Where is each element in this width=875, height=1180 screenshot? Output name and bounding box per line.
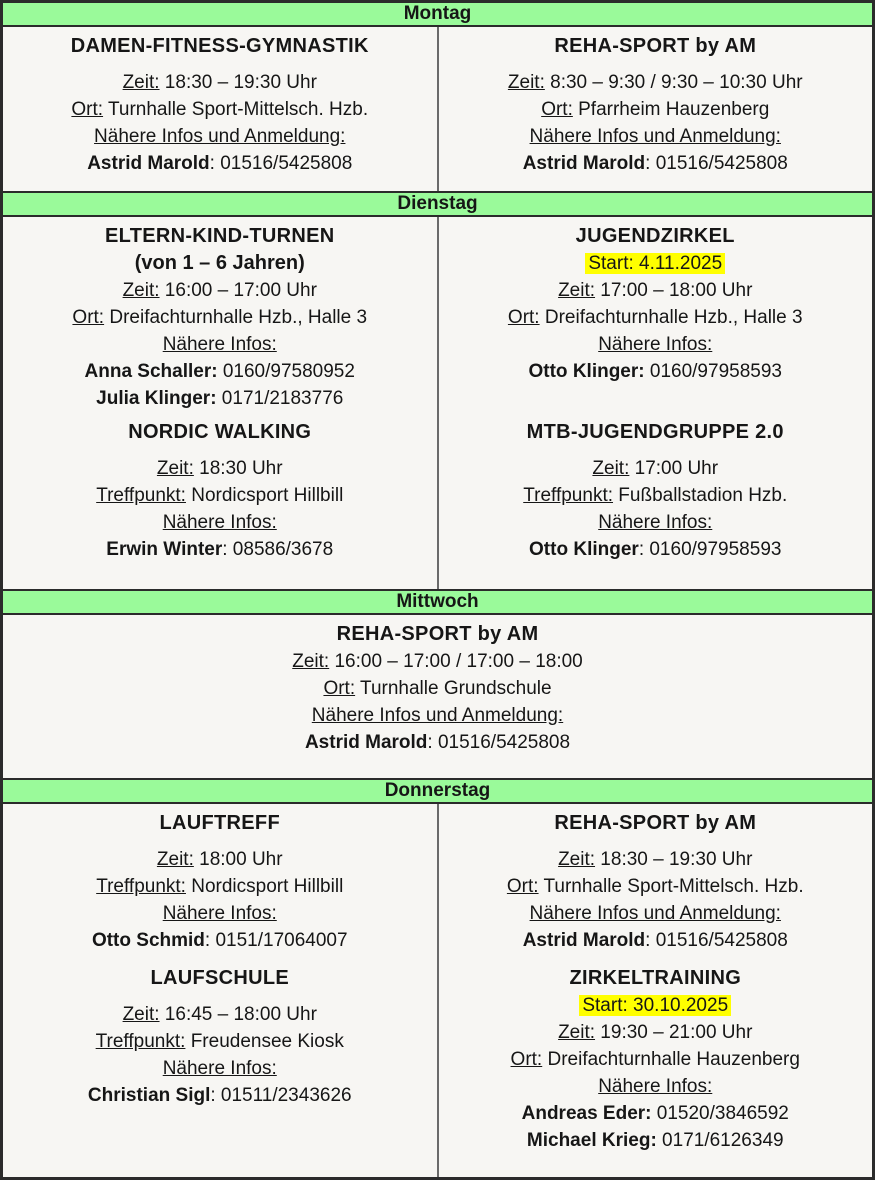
contact-line [447, 358, 865, 385]
contact-line [447, 927, 865, 954]
time-value: 18:00 Uhr [193, 849, 283, 870]
contact-phone: : 01516/5425808 [209, 153, 353, 174]
event-meetingpoint-line [11, 482, 429, 509]
start-date-line [447, 992, 865, 1019]
location-label: Ort: [541, 99, 573, 120]
contact-name: Andreas Eder: [521, 1103, 652, 1124]
location-value: Turnhalle Sport-Mittelsch. Hzb. [538, 876, 804, 897]
time-value: 16:00 – 17:00 / 17:00 – 18:00 [329, 651, 583, 672]
location-value: Pfarrheim Hauzenberg [572, 99, 770, 120]
contact-line [11, 729, 864, 756]
contact-name: Michael Krieg: [526, 1130, 657, 1151]
event-reha-sport-montag [439, 27, 873, 191]
contact-line [11, 150, 429, 177]
event-location-line [447, 304, 865, 331]
info-heading: Nähere Infos und Anmeldung: [311, 705, 564, 726]
time-label: Zeit: [592, 458, 630, 479]
info-heading: Nähere Infos und Anmeldung: [94, 126, 346, 147]
info-heading: Nähere Infos: [598, 334, 713, 355]
day-band-mittwoch: Mittwoch [3, 589, 872, 615]
event-damen-fitness-gymnastik [3, 27, 439, 191]
location-value: Dreifachturnhalle Hauzenberg [542, 1049, 800, 1070]
event-lauftreff [3, 804, 439, 959]
row-donnerstag-2 [3, 959, 872, 1177]
event-time-line [447, 277, 865, 304]
contact-phone: 01520/3846592 [651, 1103, 789, 1124]
row-dienstag-1 [3, 217, 872, 413]
contact-line [11, 358, 429, 385]
event-title: MTB-JUGENDGRUPPE 2.0 [526, 421, 784, 443]
event-title: JUGENDZIRKEL [575, 225, 735, 247]
event-reha-sport-donnerstag [439, 804, 873, 959]
time-label: Zeit: [122, 280, 160, 301]
event-location-line [447, 96, 865, 123]
event-time-line [447, 69, 865, 96]
event-location-line [447, 1046, 865, 1073]
contact-name: Otto Schmid [91, 930, 205, 951]
location-label: Ort: [72, 307, 105, 328]
event-title: LAUFSCHULE [150, 967, 290, 989]
contact-line [447, 536, 865, 563]
event-meetingpoint-line [447, 482, 865, 509]
time-label: Zeit: [558, 280, 596, 301]
time-label: Zeit: [558, 849, 596, 870]
time-label: Zeit: [156, 849, 194, 870]
event-time-line [447, 455, 865, 482]
contact-name: Anna Schaller: [84, 361, 218, 382]
location-label: Ort: [506, 876, 539, 897]
event-title: ELTERN-KIND-TURNEN [105, 225, 335, 247]
time-value: 17:00 – 18:00 Uhr [595, 280, 753, 301]
meetingpoint-label: Treffpunkt: [96, 876, 186, 897]
time-value: 17:00 Uhr [629, 458, 719, 479]
event-title: REHA-SPORT by AM [554, 35, 757, 57]
location-label: Ort: [507, 307, 540, 328]
time-value: 19:30 – 21:00 Uhr [595, 1022, 753, 1043]
contact-phone: 0160/97958593 [644, 361, 782, 382]
time-value: 8:30 – 9:30 / 9:30 – 10:30 Uhr [544, 72, 803, 93]
time-label: Zeit: [292, 651, 330, 672]
event-title: REHA-SPORT by AM [554, 812, 757, 834]
info-heading: Nähere Infos: [162, 334, 277, 355]
contact-name: Astrid Marold [522, 153, 646, 174]
contact-phone: : 01511/2343626 [210, 1085, 352, 1106]
event-time-line [11, 1001, 429, 1028]
event-location-line [447, 873, 865, 900]
contact-phone: : 01516/5425808 [645, 930, 788, 951]
contact-phone: : 01516/5425808 [645, 153, 788, 174]
location-value: Turnhalle Grundschule [355, 678, 552, 699]
event-location-line [11, 96, 429, 123]
contact-name: Julia Klinger: [96, 388, 217, 409]
event-title: ZIRKELTRAINING [569, 967, 742, 989]
contact-phone: 0171/2183776 [216, 388, 344, 409]
time-label: Zeit: [122, 1004, 160, 1025]
contact-line [11, 385, 429, 412]
event-mtb-jugendgruppe [439, 413, 873, 589]
contact-name: Otto Klinger: [528, 361, 645, 382]
event-eltern-kind-turnen [3, 217, 439, 413]
event-meetingpoint-line [11, 1028, 429, 1055]
contact-name: Christian Sigl [87, 1085, 211, 1106]
time-label: Zeit: [558, 1022, 596, 1043]
event-laufschule [3, 959, 439, 1177]
event-jugendzirkel [439, 217, 873, 413]
contact-name: Otto Klinger [529, 539, 639, 560]
time-value: 18:30 – 19:30 Uhr [595, 849, 753, 870]
event-nordic-walking [3, 413, 439, 589]
info-heading: Nähere Infos und Anmeldung: [529, 903, 781, 924]
contact-phone: : 08586/3678 [222, 539, 334, 560]
event-time-line [11, 846, 429, 873]
contact-phone: 0160/97580952 [217, 361, 355, 382]
contact-line [11, 536, 429, 563]
event-title: LAUFTREFF [159, 812, 280, 834]
day-band-dienstag: Dienstag [3, 191, 872, 217]
event-time-line [11, 648, 864, 675]
event-reha-sport-mittwoch [3, 615, 872, 778]
contact-phone: : 0151/17064007 [204, 930, 348, 951]
event-time-line [11, 277, 429, 304]
time-value: 16:45 – 18:00 Uhr [159, 1004, 317, 1025]
meetingpoint-value: Nordicsport Hillbill [185, 876, 344, 897]
contact-phone: 0171/6126349 [656, 1130, 784, 1151]
contact-line [447, 1127, 865, 1154]
event-time-line [447, 1019, 865, 1046]
info-heading: Nähere Infos: [598, 512, 713, 533]
row-mittwoch [3, 615, 872, 778]
contact-phone: : 0160/97958593 [638, 539, 782, 560]
contact-phone: : 01516/5425808 [427, 732, 571, 753]
info-heading: Nähere Infos: [162, 512, 277, 533]
start-date-highlight: Start: 30.10.2025 [579, 995, 731, 1016]
meetingpoint-label: Treffpunkt: [96, 485, 186, 506]
meetingpoint-label: Treffpunkt: [523, 485, 614, 506]
row-dienstag-2 [3, 413, 872, 589]
location-value: Dreifachturnhalle Hzb., Halle 3 [539, 307, 803, 328]
event-time-line [11, 455, 429, 482]
time-value: 18:30 – 19:30 Uhr [159, 72, 317, 93]
event-title: REHA-SPORT by AM [336, 623, 539, 645]
event-title: NORDIC WALKING [128, 421, 312, 443]
event-meetingpoint-line [11, 873, 429, 900]
day-band-montag: Montag [3, 3, 872, 27]
location-value: Turnhalle Sport-Mittelsch. Hzb. [103, 99, 369, 120]
location-label: Ort: [510, 1049, 543, 1070]
meetingpoint-value: Fußballstadion Hzb. [613, 485, 788, 506]
info-heading: Nähere Infos und Anmeldung: [529, 126, 781, 147]
contact-line [11, 927, 429, 954]
event-zirkeltraining [439, 959, 873, 1177]
contact-line [11, 1082, 429, 1109]
time-label: Zeit: [156, 458, 194, 479]
meetingpoint-value: Nordicsport Hillbill [185, 485, 344, 506]
time-label: Zeit: [122, 72, 160, 93]
info-heading: Nähere Infos: [162, 903, 277, 924]
meetingpoint-label: Treffpunkt: [95, 1031, 186, 1052]
location-label: Ort: [71, 99, 104, 120]
start-date-highlight: Start: 4.11.2025 [585, 253, 725, 274]
contact-line [447, 150, 865, 177]
row-donnerstag-1 [3, 804, 872, 959]
event-time-line [11, 69, 429, 96]
row-montag [3, 27, 872, 191]
event-subtitle: (von 1 – 6 Jahren) [134, 252, 305, 274]
event-title: DAMEN-FITNESS-GYMNASTIK [70, 35, 369, 57]
contact-name: Astrid Marold [304, 732, 428, 753]
time-value: 16:00 – 17:00 Uhr [159, 280, 317, 301]
contact-name: Erwin Winter [106, 539, 223, 560]
event-time-line [447, 846, 865, 873]
time-label: Zeit: [507, 72, 545, 93]
info-heading: Nähere Infos: [598, 1076, 713, 1097]
time-value: 18:30 Uhr [193, 458, 283, 479]
event-location-line [11, 675, 864, 702]
info-heading: Nähere Infos: [162, 1058, 277, 1079]
location-value: Dreifachturnhalle Hzb., Halle 3 [104, 307, 368, 328]
meetingpoint-value: Freudensee Kiosk [185, 1031, 344, 1052]
contact-name: Astrid Marold [87, 153, 210, 174]
contact-line [447, 1100, 865, 1127]
contact-name: Astrid Marold [522, 930, 646, 951]
location-label: Ort: [323, 678, 356, 699]
event-location-line [11, 304, 429, 331]
day-band-donnerstag: Donnerstag [3, 778, 872, 804]
start-date-line [447, 250, 865, 277]
